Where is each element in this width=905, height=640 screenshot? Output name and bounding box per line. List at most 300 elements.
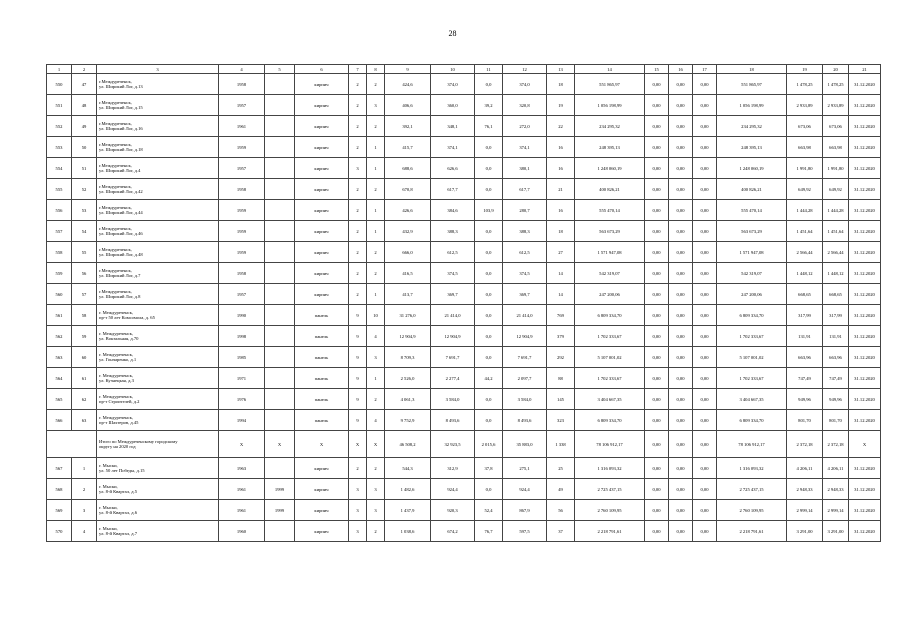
value-cell: 0,00 [645,179,669,200]
value-cell: 52,4 [475,500,503,521]
value-cell: кирпич [295,95,349,116]
value-cell: 4 206,11 [787,458,823,479]
value-cell: 0,00 [693,116,717,137]
local-number-cell: 52 [72,179,97,200]
row-number-cell: 561 [47,305,72,326]
value-cell: 2 933,89 [787,95,823,116]
local-number-cell: 3 [72,500,97,521]
value-cell: 2 999,14 [787,500,823,521]
value-cell: 3 [349,479,367,500]
address-line: пр-т 50 лет Комсомола, д. 65 [99,315,155,320]
address-line: г.Междуреченск, [99,142,132,147]
value-cell: 12 904,9 [431,326,475,347]
row-number-cell: 563 [47,347,72,368]
value-cell: 0,00 [645,431,669,458]
value-cell: X [265,431,295,458]
value-cell: 1 448,12 [823,263,849,284]
row-number-cell: 559 [47,263,72,284]
value-cell: 0,00 [645,500,669,521]
value-cell: кирпич [295,179,349,200]
value-cell: 14 [547,284,575,305]
row-number-cell: 553 [47,137,72,158]
value-cell: 0,00 [669,389,693,410]
value-cell: 46 508,2 [385,431,431,458]
value-cell: 2 [349,200,367,221]
page-number: 28 [448,29,457,38]
value-cell: X [295,431,349,458]
local-number-cell: 51 [72,158,97,179]
value-cell: 21 414,0 [503,305,547,326]
column-number-header: 6 [295,65,349,74]
address-line: г. Мыски, [99,463,118,468]
value-cell: 9 [349,410,367,431]
address-cell [97,74,219,95]
value-cell [265,368,295,389]
value-cell: 32 923,5 [431,431,475,458]
address-line: г. Междуреченск, [99,394,133,399]
value-cell: 2 526,0 [385,368,431,389]
value-cell: 5 107 001,02 [717,347,787,368]
value-cell: 0,0 [475,221,503,242]
value-cell: 0,00 [669,500,693,521]
value-cell: 2 999,14 [823,500,849,521]
value-cell: 673,06 [823,116,849,137]
value-cell: 2 [367,242,385,263]
value-cell: 1958 [219,179,265,200]
value-cell: 801,70 [823,410,849,431]
value-cell: 2 372,18 [787,431,823,458]
value-cell: 3 [367,479,385,500]
table-row [47,500,881,521]
value-cell: 9 [349,305,367,326]
column-number-header: 5 [265,65,295,74]
address-line: ул. Широкий Лог, д.18 [99,147,143,152]
address-line: г. Междуреченск, [99,352,133,357]
value-cell: 3 [349,500,367,521]
value-cell: 769 [547,305,575,326]
value-cell: 597,5 [503,521,547,542]
value-cell: 8 493,6 [503,410,547,431]
value-cell: 2 [349,263,367,284]
value-cell: 949,96 [787,389,823,410]
value-cell: 312,9 [431,458,475,479]
value-cell: 76,1 [475,116,503,137]
value-cell: 21 414,0 [431,305,475,326]
address-cell [97,431,219,458]
value-cell: 544,3 [385,458,431,479]
address-cell [97,410,219,431]
address-cell [97,500,219,521]
value-cell: 416,5 [385,263,431,284]
value-cell: 2 566,44 [787,242,823,263]
value-cell: 0,0 [475,179,503,200]
value-cell: 663,98 [823,137,849,158]
value-cell: 1985 [219,347,265,368]
value-cell: 2 [349,116,367,137]
value-cell: 0,00 [645,521,669,542]
value-cell: 688,6 [385,158,431,179]
value-cell [265,284,295,305]
value-cell: 31.12.2020 [849,410,881,431]
value-cell: 0,00 [693,305,717,326]
value-cell: 0,00 [669,284,693,305]
value-cell: 280,7 [503,200,547,221]
address-line: пр-т Шахтеров, д.45 [99,420,139,425]
value-cell: 4 [367,326,385,347]
address-cell [97,284,219,305]
value-cell: 1961 [219,479,265,500]
value-cell: 1 702 333,67 [575,326,645,347]
value-cell: 374,1 [431,137,475,158]
value-cell: 0,00 [669,263,693,284]
value-cell: 31.12.2020 [849,95,881,116]
value-cell: 31.12.2020 [849,521,881,542]
address-line: ул. Гончаренко, д.1 [99,357,137,362]
value-cell: 542 319,07 [575,263,645,284]
value-cell: 0,0 [475,479,503,500]
row-number-cell: 555 [47,179,72,200]
column-number-header: 10 [431,65,475,74]
value-cell: кирпич [295,479,349,500]
value-cell: 2 [367,263,385,284]
value-cell: 1 248 060,19 [717,158,787,179]
value-cell: 2 [367,389,385,410]
value-cell: 247 200,06 [717,284,787,305]
value-cell: 2 [349,242,367,263]
value-cell: 1957 [219,284,265,305]
value-cell: 0,00 [669,458,693,479]
table-row [47,242,881,263]
value-cell: 0,00 [645,242,669,263]
value-cell: 88 [547,368,575,389]
value-cell: 1 702 333,67 [717,326,787,347]
address-line: г. Междуреченск, [99,310,133,315]
value-cell: кирпич [295,521,349,542]
value-cell: 10 [367,305,385,326]
table-row [47,221,881,242]
value-cell: 0,00 [693,74,717,95]
value-cell: панель [295,326,349,347]
value-cell: кирпич [295,263,349,284]
value-cell: 0,00 [669,479,693,500]
value-cell: 6 809 334,70 [717,410,787,431]
value-cell: 39,2 [475,95,503,116]
value-cell [265,305,295,326]
value-cell [265,326,295,347]
value-cell: 0,00 [669,326,693,347]
value-cell: 747,49 [787,368,823,389]
value-cell: 668,65 [787,284,823,305]
value-cell [265,458,295,479]
value-cell: 14 [547,263,575,284]
value-cell: 49 [547,479,575,500]
value-cell: 0,00 [669,431,693,458]
value-cell: 3 404 667,35 [575,389,645,410]
value-cell: 145 [547,389,575,410]
column-number-header: 18 [717,65,787,74]
value-cell [265,410,295,431]
value-cell: 920,3 [431,500,475,521]
value-cell: 663,96 [787,347,823,368]
row-number-cell: 566 [47,410,72,431]
value-cell: 27 [547,242,575,263]
value-cell: 78 106 912,17 [717,431,787,458]
column-number-header: 14 [575,65,645,74]
value-cell: 2 [367,179,385,200]
value-cell: 2 [367,74,385,95]
value-cell: 388,3 [431,221,475,242]
value-cell [265,521,295,542]
value-cell: кирпич [295,242,349,263]
value-cell: 1 338 [547,431,575,458]
value-cell: 320,8 [503,95,547,116]
value-cell [265,242,295,263]
value-cell: 0,00 [645,137,669,158]
column-number-header: 21 [849,65,881,74]
address-line: г.Междуреченск, [99,121,132,126]
value-cell: 670,8 [385,179,431,200]
value-cell: 1 038,6 [385,521,431,542]
value-cell: 0,00 [669,116,693,137]
value-cell: 801,70 [787,410,823,431]
value-cell: 0,00 [693,158,717,179]
table-row [47,389,881,410]
value-cell: 555 470,14 [717,200,787,221]
value-cell: 2 218 791,61 [575,521,645,542]
local-number-cell: 50 [72,137,97,158]
local-number-cell: 62 [72,389,97,410]
value-cell: 131,91 [823,326,849,347]
column-number-header: 7 [349,65,367,74]
value-cell: 374,0 [431,74,475,95]
value-cell: 31.12.2020 [849,74,881,95]
value-cell: 563 673,29 [717,221,787,242]
column-number-header: 15 [645,65,669,74]
value-cell: 0,0 [475,305,503,326]
value-cell [265,221,295,242]
value-cell: 542 319,07 [717,263,787,284]
value-cell: 292 [547,347,575,368]
value-cell: 674,2 [431,521,475,542]
value-cell: 19 [547,95,575,116]
address-cell [97,479,219,500]
address-line: ул. Широкий Лог, д.8 [99,294,141,299]
address-cell [97,458,219,479]
value-cell: панель [295,305,349,326]
value-cell: 432,9 [385,221,431,242]
local-number-cell: 57 [72,284,97,305]
value-cell: 3 291,00 [823,521,849,542]
row-number-cell: 550 [47,74,72,95]
row-number-cell: 568 [47,479,72,500]
row-number-cell: 565 [47,389,72,410]
value-cell: 31.12.2020 [849,179,881,200]
value-cell: 1 571 947,08 [575,242,645,263]
address-line: г. Мыски, [99,526,118,531]
address-cell [97,95,219,116]
address-line: г.Междуреченск, [99,163,132,168]
value-cell: 867,9 [503,500,547,521]
value-cell: 131,91 [787,326,823,347]
value-cell: 0,0 [475,74,503,95]
value-cell: 551 865,97 [717,74,787,95]
value-cell: 0,00 [669,179,693,200]
value-cell: 0,00 [669,74,693,95]
value-cell: 0,00 [645,479,669,500]
value-cell: 0,00 [645,74,669,95]
value-cell: 374,5 [503,263,547,284]
value-cell: 3 404 667,35 [717,389,787,410]
local-number-cell: 53 [72,200,97,221]
value-cell: 0,00 [693,347,717,368]
value-cell: 0,00 [669,305,693,326]
value-cell: 0,00 [693,95,717,116]
value-cell: 0,00 [693,410,717,431]
empty-cell [47,431,97,458]
row-number-cell: 557 [47,221,72,242]
value-cell: 1 702 333,67 [717,368,787,389]
value-cell: 3 584,0 [431,389,475,410]
value-cell: 369,7 [503,284,547,305]
value-cell: кирпич [295,116,349,137]
value-cell: 3 [367,95,385,116]
value-cell: 1957 [219,158,265,179]
value-cell: 1 [367,158,385,179]
address-line: ул. Широкий Лог, д.46 [99,231,143,236]
value-cell: 663,98 [787,137,823,158]
value-cell: 1961 [219,500,265,521]
value-cell: панель [295,347,349,368]
value-cell: 1 448,12 [787,263,823,284]
value-cell: 1971 [219,368,265,389]
column-number-header: 19 [787,65,823,74]
table-row [47,326,881,347]
value-cell: 924,4 [431,479,475,500]
value-cell: 649,92 [787,179,823,200]
value-cell: 1 571 947,08 [717,242,787,263]
value-cell: 949,96 [823,389,849,410]
value-cell: 76,7 [475,521,503,542]
value-cell: 2 760 109,95 [575,500,645,521]
value-cell: 924,4 [503,479,547,500]
value-cell: 7 691,7 [503,347,547,368]
local-number-cell: 47 [72,74,97,95]
value-cell: 1 [367,221,385,242]
local-number-cell: 2 [72,479,97,500]
value-cell: 25 [547,458,575,479]
value-cell: 0,0 [475,158,503,179]
address-line: г. Междуреченск, [99,373,133,378]
value-cell: 2 [349,458,367,479]
local-number-cell: 4 [72,521,97,542]
value-cell: 1 056 198,99 [575,95,645,116]
column-number-header: 2 [72,65,97,74]
value-cell: X [219,431,265,458]
value-cell: 0,00 [645,263,669,284]
value-cell: 1998 [219,326,265,347]
value-cell: 0,00 [693,200,717,221]
value-cell: 31.12.2020 [849,326,881,347]
value-cell: 374,0 [503,74,547,95]
address-line: г. Междуреченск, [99,331,133,336]
value-cell: 56 [547,500,575,521]
value-cell: 9 752,9 [385,410,431,431]
value-cell: 2 [349,284,367,305]
value-cell: 247 200,06 [575,284,645,305]
value-cell: 0,00 [645,221,669,242]
value-cell: 379 [547,326,575,347]
row-number-cell: 554 [47,158,72,179]
value-cell: 1959 [219,137,265,158]
value-cell: 0,0 [475,263,503,284]
table-row [47,305,881,326]
header-row [47,65,881,74]
value-cell: 0,00 [693,263,717,284]
address-line: ул. Широкий Лог, д.16 [99,126,143,131]
address-line: ул. Широкий Лог, д.7 [99,273,141,278]
table-row [47,368,881,389]
address-line: ул. Широкий Лог, д.42 [99,189,143,194]
column-number-header: 12 [503,65,547,74]
value-cell: 1 478,25 [823,74,849,95]
value-cell: 272,0 [503,116,547,137]
local-number-cell: 49 [72,116,97,137]
value-cell: 6 809 334,70 [575,305,645,326]
value-cell: 0,00 [693,368,717,389]
value-cell: 1994 [219,410,265,431]
value-cell: 0,00 [693,221,717,242]
address-cell [97,158,219,179]
row-number-cell: 567 [47,458,72,479]
value-cell: 0,00 [693,326,717,347]
value-cell: 5 107 001,02 [575,347,645,368]
address-line: ул. Кузнецкая, д.3 [99,378,134,383]
value-cell: 317,99 [787,305,823,326]
value-cell: 8 493,6 [431,410,475,431]
column-number-header: 8 [367,65,385,74]
local-number-cell: 63 [72,410,97,431]
address-line: ул. Широкий Лог, д.13 [99,84,143,89]
value-cell: 1 [367,200,385,221]
value-cell [265,200,295,221]
value-cell: 2 [349,179,367,200]
value-cell: 663,96 [823,347,849,368]
value-cell: 31.12.2020 [849,284,881,305]
value-cell: 2 097,7 [503,368,547,389]
value-cell: 406,6 [385,95,431,116]
value-cell: 0,00 [693,479,717,500]
column-number-header: 11 [475,65,503,74]
address-line: ул. 50 лет Победы, д.15 [99,468,145,473]
value-cell: 31.12.2020 [849,500,881,521]
value-cell: 12 904,9 [503,326,547,347]
value-cell: 3 [349,158,367,179]
value-cell: 1 702 333,67 [575,368,645,389]
value-cell: X [367,431,385,458]
value-cell: 612,5 [431,242,475,263]
value-cell: 31.12.2020 [849,137,881,158]
table-row [47,158,881,179]
value-cell: 9 [349,347,367,368]
value-cell: 22 [547,116,575,137]
column-number-header: 1 [47,65,72,74]
value-cell: 0,0 [475,242,503,263]
value-cell: 2 [349,95,367,116]
value-cell: 666,0 [385,242,431,263]
value-cell: кирпич [295,221,349,242]
value-cell: 1958 [219,263,265,284]
value-cell: 31.12.2020 [849,479,881,500]
